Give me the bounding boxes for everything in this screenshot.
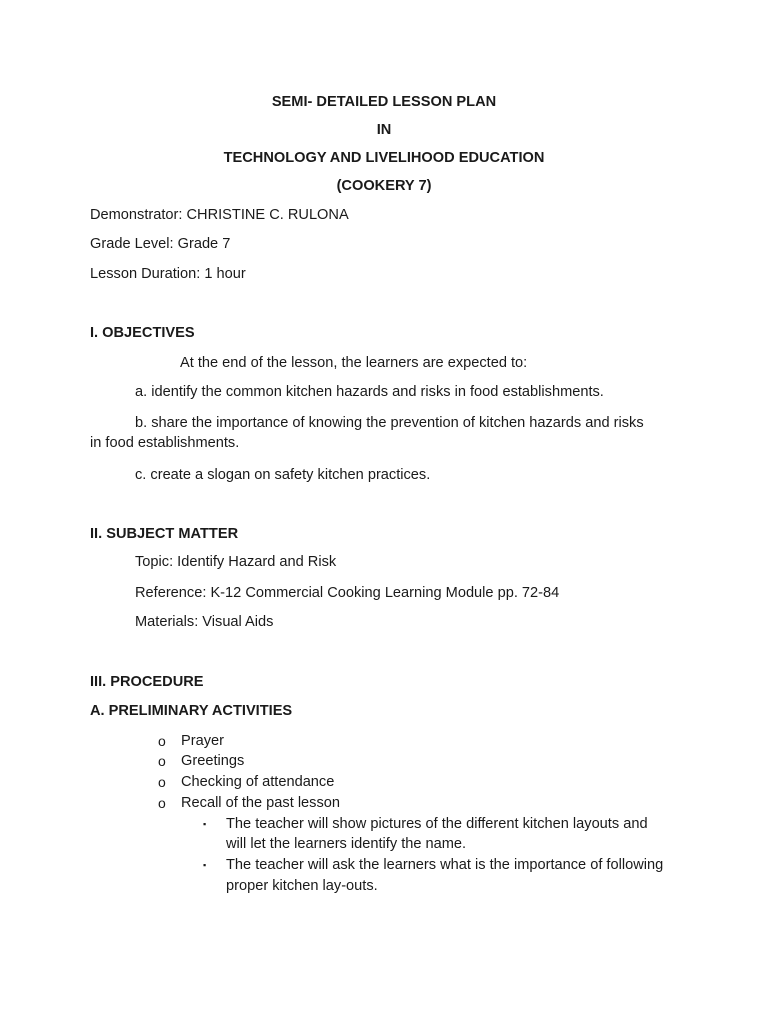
title-line-1: SEMI- DETAILED LESSON PLAN xyxy=(271,94,497,110)
list-item-label: Greetings xyxy=(181,753,245,769)
circle-bullet-icon: o xyxy=(158,774,166,790)
list-item-label: Prayer xyxy=(181,733,224,749)
sub-item-2-line-2: proper kitchen lay-outs. xyxy=(226,878,378,894)
demonstrator: Demonstrator: CHRISTINE C. RULONA xyxy=(90,207,349,223)
materials: Materials: Visual Aids xyxy=(135,614,274,630)
list-item-label: Recall of the past lesson xyxy=(181,795,340,811)
sub-item-1-line-2: will let the learners identify the name. xyxy=(226,836,467,852)
objective-a: a. identify the common kitchen hazards and risks in food establishments. xyxy=(135,384,604,400)
objective-b-line-1: b. share the importance of knowing the prevention of kitchen hazards and risks xyxy=(135,415,644,431)
lesson-duration: Lesson Duration: 1 hour xyxy=(90,266,246,282)
title-line-4: (COOKERY 7) xyxy=(336,178,432,194)
procedure-heading: III. PROCEDURE xyxy=(90,674,204,690)
topic: Topic: Identify Hazard and Risk xyxy=(135,554,337,570)
list-item-label: Checking of attendance xyxy=(181,774,335,790)
subject-matter-heading: II. SUBJECT MATTER xyxy=(90,526,239,542)
square-bullet-icon: ▪ xyxy=(203,860,207,870)
circle-bullet-icon: o xyxy=(158,753,166,769)
objectives-intro: At the end of the lesson, the learners are expected to: xyxy=(180,355,528,371)
sub-item-2-line-1: The teacher will ask the learners what is the importance of following xyxy=(226,857,664,873)
title-line-3: TECHNOLOGY AND LIVELIHOOD EDUCATION xyxy=(223,150,545,166)
circle-bullet-icon: o xyxy=(158,733,166,749)
title-line-2: IN xyxy=(376,122,392,138)
grade-level: Grade Level: Grade 7 xyxy=(90,236,231,252)
sub-item-1-line-1: The teacher will show pictures of the different kitchen layouts and xyxy=(226,816,648,832)
square-bullet-icon: ▪ xyxy=(203,819,207,829)
circle-bullet-icon: o xyxy=(158,795,166,811)
preliminary-activities-heading: A. PRELIMINARY ACTIVITIES xyxy=(90,703,293,719)
objectives-heading: I. OBJECTIVES xyxy=(90,325,195,341)
reference: Reference: K-12 Commercial Cooking Learning Module pp. 72-84 xyxy=(135,585,560,601)
objective-c: c. create a slogan on safety kitchen practices. xyxy=(135,467,431,483)
objective-b-line-2: in food establishments. xyxy=(90,435,240,451)
